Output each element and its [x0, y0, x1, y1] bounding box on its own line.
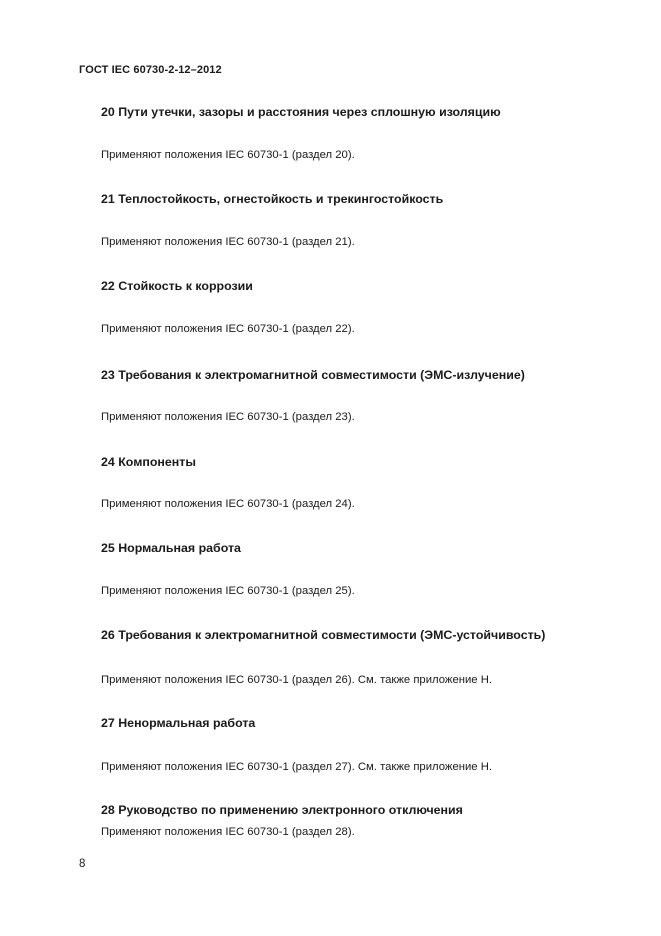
section-heading: 22 Стойкость к коррозии	[101, 279, 253, 293]
section-text: Применяют положения IEC 60730-1 (раздел 25).	[101, 585, 355, 597]
section-text: Применяют положения IEC 60730-1 (раздел 26). См. также приложение Н.	[101, 674, 493, 686]
section-text: Применяют положения IEC 60730-1 (раздел 20).	[101, 149, 355, 161]
page-number: 8	[79, 858, 86, 870]
section-text: Применяют положения IEC 60730-1 (раздел 21).	[101, 236, 355, 248]
section-heading: 26 Требования к электромагнитной совместимости (ЭМС-устойчивость)	[101, 628, 546, 642]
section-heading: 20 Пути утечки, зазоры и расстояния через сплошную изоляцию	[101, 105, 501, 119]
section-text: Применяют положения IEC 60730-1 (раздел 28).	[101, 826, 355, 838]
section-text: Применяют положения IEC 60730-1 (раздел 24).	[101, 498, 355, 510]
document-header: ГОСТ IEC 60730-2-12–2012	[79, 64, 222, 76]
section-heading: 24 Компоненты	[101, 455, 196, 469]
section-heading: 28 Руководство по применению электронного отключения	[101, 803, 463, 817]
section-heading: 21 Теплостойкость, огнестойкость и трекингостойкость	[101, 192, 444, 206]
section-heading: 25 Нормальная работа	[101, 541, 241, 555]
section-text: Применяют положения IEC 60730-1 (раздел 23).	[101, 411, 355, 423]
section-heading: 27 Ненормальная работа	[101, 716, 256, 730]
section-text: Применяют положения IEC 60730-1 (раздел 22).	[101, 323, 355, 335]
section-heading: 23 Требования к электромагнитной совместимости (ЭМС-излучение)	[101, 368, 525, 382]
section-text: Применяют положения IEC 60730-1 (раздел 27). См. также приложение Н.	[101, 761, 493, 773]
